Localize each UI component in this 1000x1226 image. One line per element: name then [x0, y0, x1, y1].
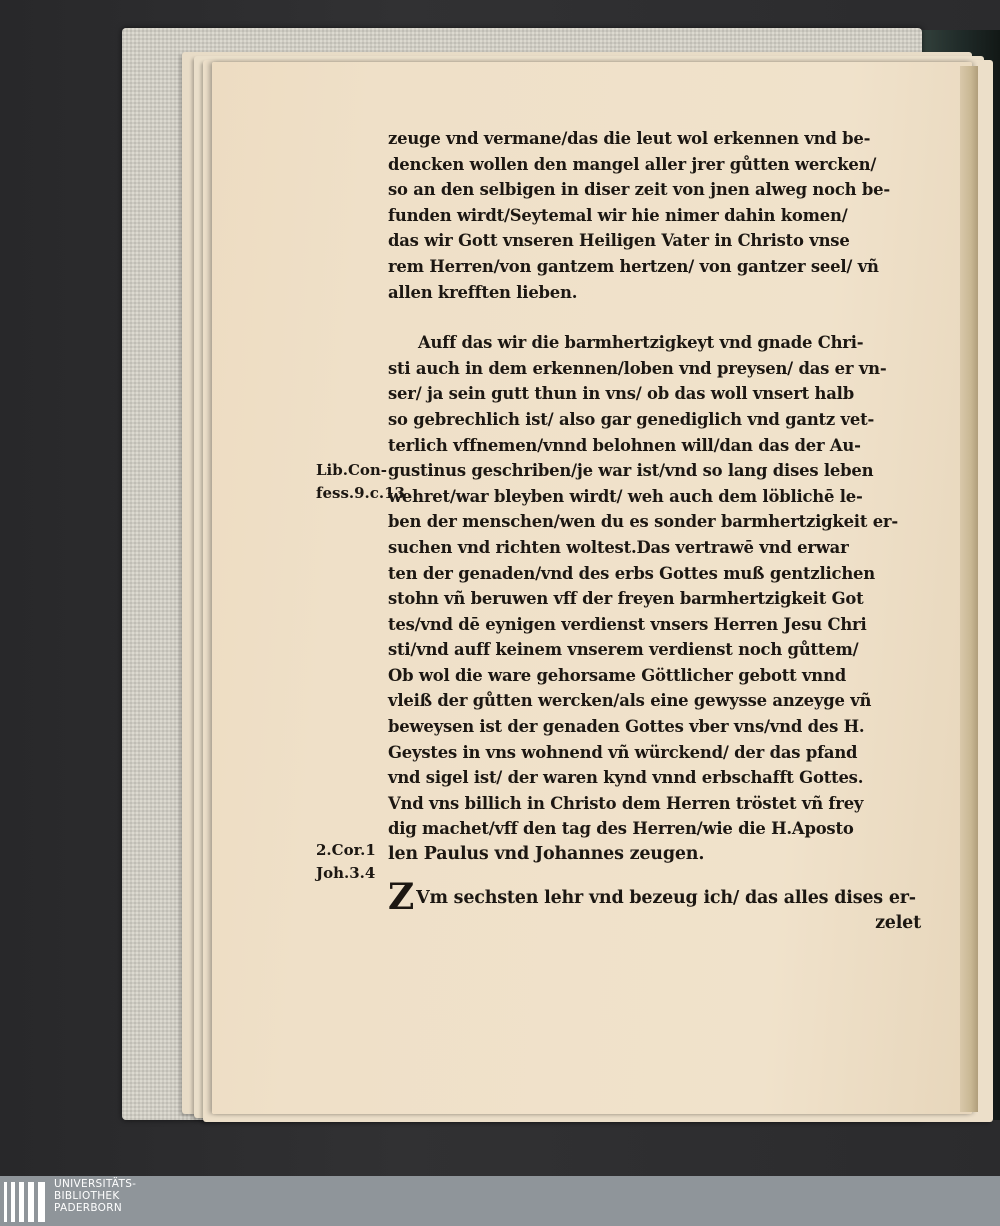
- text-line: Ob wol die ware gehorsame Göttlicher gebott vnnd: [388, 665, 846, 685]
- library-logo-icon: [4, 1182, 48, 1222]
- footer-bar: [0, 1176, 1000, 1226]
- text-line: das wir Gott vnseren Heiligen Vater in Christo vnse: [388, 231, 850, 251]
- library-logo-text: [54, 1178, 136, 1214]
- text-line: Geystes in vns wohnend vñ würckend/ der das pfand: [388, 742, 858, 762]
- paragraph-2: [388, 330, 923, 867]
- paragraph-1: [388, 126, 923, 305]
- text-line: dig machet/vff den tag des Herren/wie die H.Aposto: [388, 819, 854, 839]
- initial-letter: Z: [388, 875, 415, 918]
- text-line: so an den selbigen in diser zeit von jnen alweg noch be-: [388, 180, 890, 200]
- text-line: vnd sigel ist/ der waren kynd vnnd erbschafft Gottes.: [388, 768, 864, 788]
- text-line: Vnd vns billich in Christo dem Herren tröstet vñ frey: [388, 793, 864, 813]
- text-line: ten der genaden/vnd des erbs Gottes muß gentzlichen: [388, 563, 875, 583]
- text-line: wehret/war bleyben wirdt/ weh auch dem löblichē le-: [388, 486, 863, 506]
- text-line: suchen vnd richten woltest.Das vertrawē vnd erwar: [388, 537, 849, 557]
- text-line: terlich vffnemen/vnnd belohnen will/dan das der Au-: [388, 435, 861, 455]
- margin-note-line: Joh.3.4: [316, 864, 376, 882]
- text-line: sti/vnd auff keinem vnserem verdienst noch gůttem/: [388, 640, 859, 660]
- margin-note-scripture: [316, 839, 376, 885]
- logo-line: UNIVERSITÄTS-: [54, 1178, 137, 1190]
- text-line: ser/ ja sein gutt thun in vns/ ob das woll vnsert halb: [388, 384, 854, 404]
- paragraph-3: [388, 875, 923, 937]
- page-text: [388, 126, 923, 937]
- text-line: rem Herren/von gantzem hertzen/ von gantzer seel/ vñ: [388, 256, 879, 276]
- logo-line: BIBLIOTHEK: [54, 1190, 120, 1202]
- text-line: so gebrechlich ist/ also gar genediglich vnd gantz vet-: [388, 409, 875, 429]
- margin-note-line: Lib.Con-: [316, 461, 388, 479]
- margin-note-line: fess.9.c.13: [316, 484, 405, 502]
- text-line: Auff das wir die barmhertzigkeyt vnd gnade Chri-: [418, 333, 864, 353]
- text-line: funden wirdt/Seytemal wir hie nimer dahin komen/: [388, 205, 848, 225]
- text-line: len Paulus vnd Johannes zeugen.: [388, 844, 705, 865]
- page-fore-edge: [960, 66, 978, 1112]
- text-line: zeuge vnd vermane/das die leut wol erkennen vnd be-: [388, 129, 871, 148]
- text-line: stohn vñ beruwen vff der freyen barmhertzigkeit Got: [388, 589, 864, 609]
- text-line: tes/vnd dē eynigen verdienst vnsers Herren Jesu Chri: [388, 614, 867, 634]
- text-line: gustinus geschriben/je war ist/vnd so lang dises leben: [388, 461, 874, 481]
- text-line-rest: Vm sechsten lehr vnd bezeug ich/ das alles dises er-: [416, 887, 916, 908]
- text-line: vleiß der gůtten wercken/als eine gewysse anzeyge vñ: [388, 691, 872, 711]
- text-line: dencken wollen den mangel aller jrer gůtten wercken/: [388, 154, 877, 174]
- text-line: sti auch in dem erkennen/loben vnd preysen/ das er vn-: [388, 358, 887, 378]
- catchword: zelet: [875, 913, 921, 934]
- logo-line: PADERBORN: [54, 1202, 122, 1214]
- text-line: ben der menschen/wen du es sonder barmhertzigkeit er-: [388, 512, 898, 532]
- margin-note-line: 2.Cor.1: [316, 841, 376, 859]
- text-line: beweysen ist der genaden Gottes vber vns/vnd des H.: [388, 717, 865, 737]
- text-line: [388, 875, 923, 918]
- text-line: allen krefften lieben.: [388, 282, 578, 302]
